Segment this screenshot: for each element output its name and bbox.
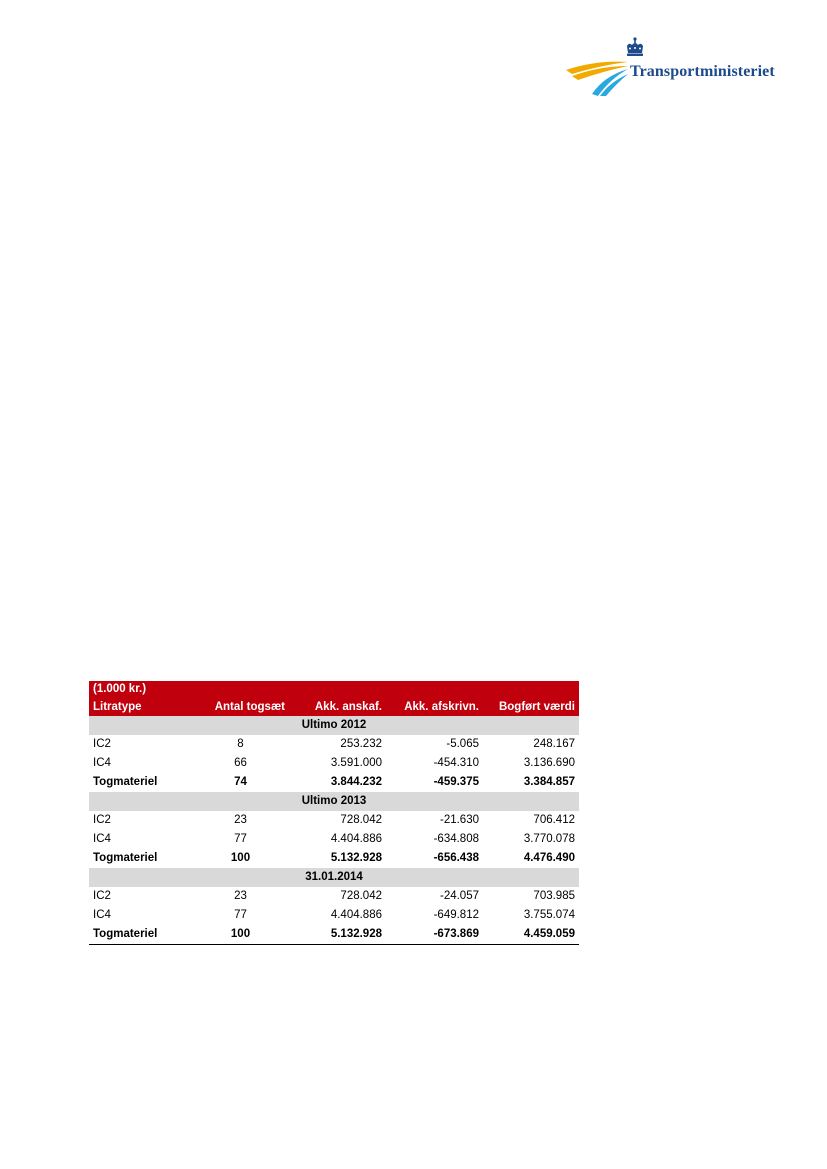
logo-text: Transportministeriet bbox=[630, 63, 775, 80]
cell-litratype: IC4 bbox=[93, 833, 111, 845]
togmateriel-table-container bbox=[89, 681, 579, 945]
cell-anskaf: 4.404.886 bbox=[330, 909, 382, 921]
table-row bbox=[89, 811, 579, 830]
cell-bogfoert: 4.459.059 bbox=[483, 925, 579, 945]
cell-antal: 23 bbox=[234, 890, 247, 902]
header-antal-togsaet: Antal togsæt bbox=[192, 698, 289, 716]
cell-antal: 100 bbox=[230, 852, 251, 864]
cell-antal: 66 bbox=[234, 757, 247, 769]
section-header bbox=[89, 716, 579, 735]
cell-bogfoert: 3.770.078 bbox=[523, 833, 575, 845]
cell-bogfoert: 3.755.074 bbox=[523, 909, 575, 921]
cell-afskrivn: -673.869 bbox=[386, 925, 483, 945]
cell-litratype: IC4 bbox=[93, 757, 111, 769]
cell-antal: 23 bbox=[234, 814, 247, 826]
table-row bbox=[89, 887, 579, 906]
cell-antal: 77 bbox=[234, 833, 247, 845]
cell-anskaf: 4.404.886 bbox=[330, 833, 382, 845]
togmateriel-table bbox=[89, 681, 579, 945]
cell-anskaf: 728.042 bbox=[340, 814, 382, 826]
section-header bbox=[89, 792, 579, 811]
cell-bogfoert: 3.136.690 bbox=[523, 757, 575, 769]
table-row bbox=[89, 906, 579, 925]
header-bogfoert-vaerdi: Bogført værdi bbox=[483, 698, 579, 716]
section-title: 31.01.2014 bbox=[89, 868, 579, 887]
cell-litratype: IC2 bbox=[93, 814, 111, 826]
cell-bogfoert: 248.167 bbox=[533, 738, 575, 750]
cell-afskrivn: -634.808 bbox=[433, 833, 479, 845]
header-litratype: Litratype bbox=[89, 698, 192, 716]
header-row bbox=[89, 698, 579, 716]
cell-litratype: Togmateriel bbox=[89, 925, 192, 945]
cell-litratype: IC2 bbox=[93, 890, 111, 902]
cell-anskaf: 728.042 bbox=[340, 890, 382, 902]
cell-bogfoert: 3.384.857 bbox=[523, 776, 575, 788]
cell-afskrivn: -5.065 bbox=[446, 738, 479, 750]
header-akk-anskaf: Akk. anskaf. bbox=[289, 698, 386, 716]
cell-anskaf: 253.232 bbox=[340, 738, 382, 750]
cell-litratype: Togmateriel bbox=[93, 852, 158, 864]
table-row bbox=[89, 830, 579, 849]
section-title: Ultimo 2012 bbox=[89, 716, 579, 735]
cell-anskaf: 5.132.928 bbox=[289, 925, 386, 945]
cell-bogfoert: 703.985 bbox=[533, 890, 575, 902]
total-row bbox=[89, 849, 579, 868]
header-akk-afskrivn: Akk. afskrivn. bbox=[386, 698, 483, 716]
cell-anskaf: 3.844.232 bbox=[330, 776, 382, 788]
cell-afskrivn: -21.630 bbox=[439, 814, 479, 826]
total-row bbox=[89, 773, 579, 792]
cell-anskaf: 5.132.928 bbox=[330, 852, 382, 864]
cell-litratype: Togmateriel bbox=[93, 776, 158, 788]
cell-litratype: IC4 bbox=[93, 909, 111, 921]
section-header bbox=[89, 868, 579, 887]
table-row bbox=[89, 735, 579, 754]
unit-label: (1.000 kr.) bbox=[89, 681, 192, 698]
cell-antal: 8 bbox=[237, 738, 244, 750]
cell-anskaf: 3.591.000 bbox=[330, 757, 382, 769]
cell-antal: 100 bbox=[192, 925, 289, 945]
cell-afskrivn: -24.057 bbox=[439, 890, 479, 902]
transportministeriet-logo bbox=[566, 36, 791, 98]
total-row bbox=[89, 925, 579, 945]
section-title: Ultimo 2013 bbox=[89, 792, 579, 811]
cell-litratype: IC2 bbox=[93, 738, 111, 750]
cell-antal: 77 bbox=[234, 909, 247, 921]
cell-antal: 74 bbox=[234, 776, 247, 788]
cell-afskrivn: -649.812 bbox=[433, 909, 479, 921]
table-row bbox=[89, 754, 579, 773]
cell-bogfoert: 706.412 bbox=[533, 814, 575, 826]
cell-afskrivn: -459.375 bbox=[433, 776, 479, 788]
cell-afskrivn: -656.438 bbox=[433, 852, 479, 864]
unit-row bbox=[89, 681, 579, 698]
cell-bogfoert: 4.476.490 bbox=[523, 852, 575, 864]
cell-afskrivn: -454.310 bbox=[433, 757, 479, 769]
